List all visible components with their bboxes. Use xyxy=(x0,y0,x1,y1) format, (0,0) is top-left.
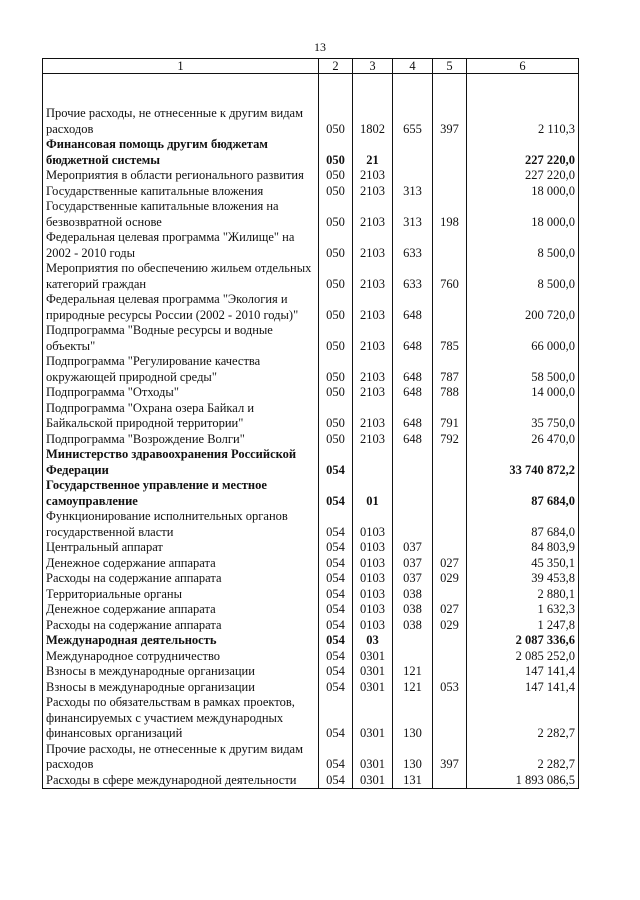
row-target-code: 037 xyxy=(393,556,433,572)
row-target-code: 633 xyxy=(393,261,433,292)
row-name: Прочие расходы, не отнесенные к другим видам расходов xyxy=(43,742,319,773)
row-amount: 8 500,0 xyxy=(467,261,579,292)
row-amount: 147 141,4 xyxy=(467,664,579,680)
column-header: 4 xyxy=(393,59,433,74)
row-amount: 87 684,0 xyxy=(467,509,579,540)
table-row xyxy=(43,556,579,572)
row-expense-type xyxy=(433,587,467,603)
row-name: Расходы по обязательствам в рамках проектов, финансируемых с участием международных финансовых организаций xyxy=(43,695,319,742)
row-section-code: 054 xyxy=(319,509,353,540)
row-expense-type: 029 xyxy=(433,571,467,587)
row-function-code xyxy=(353,447,393,478)
row-amount: 84 803,9 xyxy=(467,540,579,556)
row-function-code: 01 xyxy=(353,478,393,509)
column-header: 5 xyxy=(433,59,467,74)
row-name: Подпрограмма "Отходы" xyxy=(43,385,319,401)
row-expense-type: 029 xyxy=(433,618,467,634)
row-function-code: 0301 xyxy=(353,649,393,665)
row-name: Финансовая помощь другим бюджетам бюджетной системы xyxy=(43,137,319,168)
row-amount: 1 247,8 xyxy=(467,618,579,634)
row-expense-type xyxy=(433,540,467,556)
row-amount: 26 470,0 xyxy=(467,432,579,448)
row-target-code: 037 xyxy=(393,571,433,587)
table-row xyxy=(43,168,579,184)
row-amount: 33 740 872,2 xyxy=(467,447,579,478)
row-function-code: 2103 xyxy=(353,261,393,292)
table-row xyxy=(43,571,579,587)
row-section-code: 050 xyxy=(319,354,353,385)
row-expense-type: 792 xyxy=(433,432,467,448)
row-section-code: 050 xyxy=(319,323,353,354)
row-name: Мероприятия по обеспечению жильем отдельных категорий граждан xyxy=(43,261,319,292)
row-amount: 18 000,0 xyxy=(467,199,579,230)
table-row xyxy=(43,587,579,603)
row-section-code: 054 xyxy=(319,540,353,556)
row-target-code xyxy=(393,633,433,649)
row-section-code: 054 xyxy=(319,773,353,789)
row-section-code: 054 xyxy=(319,618,353,634)
row-section-code: 054 xyxy=(319,571,353,587)
table-row xyxy=(43,106,579,137)
row-section-code: 050 xyxy=(319,230,353,261)
row-target-code: 633 xyxy=(393,230,433,261)
row-function-code: 0103 xyxy=(353,587,393,603)
column-header: 2 xyxy=(319,59,353,74)
row-amount: 227 220,0 xyxy=(467,168,579,184)
row-function-code: 0301 xyxy=(353,664,393,680)
table-row xyxy=(43,695,579,742)
table-row xyxy=(43,602,579,618)
row-function-code: 21 xyxy=(353,137,393,168)
row-expense-type: 785 xyxy=(433,323,467,354)
row-section-code: 054 xyxy=(319,556,353,572)
row-name: Подпрограмма "Охрана озера Байкал и Байкальской природной территории" xyxy=(43,401,319,432)
row-function-code: 0103 xyxy=(353,509,393,540)
row-expense-type: 027 xyxy=(433,556,467,572)
row-name: Расходы в сфере международной деятельности xyxy=(43,773,319,789)
table-row xyxy=(43,230,579,261)
row-target-code: 130 xyxy=(393,695,433,742)
column-header: 6 xyxy=(467,59,579,74)
row-target-code: 131 xyxy=(393,773,433,789)
table-row xyxy=(43,680,579,696)
row-name: Государственные капитальные вложения xyxy=(43,184,319,200)
row-amount: 66 000,0 xyxy=(467,323,579,354)
row-expense-type: 053 xyxy=(433,680,467,696)
row-expense-type xyxy=(433,664,467,680)
row-function-code: 2103 xyxy=(353,354,393,385)
row-expense-type: 788 xyxy=(433,385,467,401)
row-target-code xyxy=(393,509,433,540)
row-section-code: 054 xyxy=(319,695,353,742)
row-amount: 2 087 336,6 xyxy=(467,633,579,649)
table-row xyxy=(43,354,579,385)
table-spacer-row xyxy=(43,74,579,107)
row-expense-type xyxy=(433,478,467,509)
table-row xyxy=(43,261,579,292)
row-name: Расходы на содержание аппарата xyxy=(43,618,319,634)
row-section-code: 050 xyxy=(319,106,353,137)
row-expense-type xyxy=(433,184,467,200)
table-row xyxy=(43,633,579,649)
row-name: Международная деятельность xyxy=(43,633,319,649)
row-expense-type: 397 xyxy=(433,742,467,773)
row-function-code: 0301 xyxy=(353,742,393,773)
row-target-code: 648 xyxy=(393,401,433,432)
row-amount: 39 453,8 xyxy=(467,571,579,587)
row-amount: 2 880,1 xyxy=(467,587,579,603)
row-function-code: 2103 xyxy=(353,230,393,261)
row-expense-type xyxy=(433,168,467,184)
row-expense-type xyxy=(433,633,467,649)
row-function-code: 2103 xyxy=(353,323,393,354)
table-row xyxy=(43,432,579,448)
row-target-code: 121 xyxy=(393,664,433,680)
column-header: 3 xyxy=(353,59,393,74)
row-expense-type xyxy=(433,649,467,665)
row-name: Подпрограмма "Возрождение Волги" xyxy=(43,432,319,448)
row-amount: 147 141,4 xyxy=(467,680,579,696)
table-row xyxy=(43,199,579,230)
row-name: Денежное содержание аппарата xyxy=(43,556,319,572)
row-section-code: 054 xyxy=(319,602,353,618)
row-section-code: 054 xyxy=(319,478,353,509)
row-expense-type: 787 xyxy=(433,354,467,385)
row-amount: 200 720,0 xyxy=(467,292,579,323)
row-section-code: 054 xyxy=(319,649,353,665)
row-expense-type xyxy=(433,695,467,742)
row-amount: 14 000,0 xyxy=(467,385,579,401)
row-expense-type: 027 xyxy=(433,602,467,618)
row-section-code: 050 xyxy=(319,261,353,292)
row-section-code: 050 xyxy=(319,137,353,168)
row-function-code: 0103 xyxy=(353,556,393,572)
row-section-code: 050 xyxy=(319,184,353,200)
row-amount: 8 500,0 xyxy=(467,230,579,261)
column-header: 1 xyxy=(43,59,319,74)
row-section-code: 054 xyxy=(319,742,353,773)
row-target-code: 038 xyxy=(393,602,433,618)
row-target-code: 313 xyxy=(393,199,433,230)
table-row xyxy=(43,773,579,789)
table-row xyxy=(43,664,579,680)
row-expense-type xyxy=(433,292,467,323)
row-section-code: 054 xyxy=(319,587,353,603)
row-function-code: 2103 xyxy=(353,385,393,401)
row-target-code: 648 xyxy=(393,354,433,385)
table-row xyxy=(43,649,579,665)
row-name: Международное сотрудничество xyxy=(43,649,319,665)
row-section-code: 054 xyxy=(319,664,353,680)
row-function-code: 2103 xyxy=(353,184,393,200)
row-function-code: 0301 xyxy=(353,773,393,789)
row-amount: 58 500,0 xyxy=(467,354,579,385)
row-section-code: 050 xyxy=(319,292,353,323)
row-target-code xyxy=(393,649,433,665)
row-amount: 18 000,0 xyxy=(467,184,579,200)
row-expense-type xyxy=(433,137,467,168)
row-amount: 227 220,0 xyxy=(467,137,579,168)
row-expense-type: 397 xyxy=(433,106,467,137)
row-function-code: 0301 xyxy=(353,680,393,696)
row-target-code: 121 xyxy=(393,680,433,696)
budget-table xyxy=(42,58,579,789)
row-function-code: 2103 xyxy=(353,292,393,323)
row-function-code: 1802 xyxy=(353,106,393,137)
table-row xyxy=(43,742,579,773)
table-row xyxy=(43,618,579,634)
row-amount: 45 350,1 xyxy=(467,556,579,572)
table-row xyxy=(43,478,579,509)
table-row xyxy=(43,540,579,556)
row-expense-type xyxy=(433,509,467,540)
row-section-code: 050 xyxy=(319,401,353,432)
row-expense-type: 760 xyxy=(433,261,467,292)
row-target-code xyxy=(393,168,433,184)
table-row xyxy=(43,509,579,540)
row-name: Денежное содержание аппарата xyxy=(43,602,319,618)
row-section-code: 054 xyxy=(319,447,353,478)
row-function-code: 2103 xyxy=(353,432,393,448)
row-amount: 1 632,3 xyxy=(467,602,579,618)
row-name: Функционирование исполнительных органов государственной власти xyxy=(43,509,319,540)
table-row xyxy=(43,292,579,323)
row-amount: 2 110,3 xyxy=(467,106,579,137)
row-name: Прочие расходы, не отнесенные к другим видам расходов xyxy=(43,106,319,137)
row-section-code: 054 xyxy=(319,680,353,696)
row-section-code: 050 xyxy=(319,199,353,230)
row-amount: 2 085 252,0 xyxy=(467,649,579,665)
row-section-code: 050 xyxy=(319,168,353,184)
row-section-code: 054 xyxy=(319,633,353,649)
row-target-code: 313 xyxy=(393,184,433,200)
row-amount: 2 282,7 xyxy=(467,742,579,773)
row-target-code: 648 xyxy=(393,432,433,448)
row-section-code: 050 xyxy=(319,385,353,401)
row-amount: 1 893 086,5 xyxy=(467,773,579,789)
row-expense-type xyxy=(433,773,467,789)
row-name: Государственные капитальные вложения на безвозвратной основе xyxy=(43,199,319,230)
row-target-code: 038 xyxy=(393,618,433,634)
row-expense-type: 198 xyxy=(433,199,467,230)
row-target-code: 130 xyxy=(393,742,433,773)
row-amount: 87 684,0 xyxy=(467,478,579,509)
column-header-row xyxy=(43,59,579,74)
row-amount: 2 282,7 xyxy=(467,695,579,742)
table-row xyxy=(43,137,579,168)
row-target-code: 648 xyxy=(393,323,433,354)
row-target-code xyxy=(393,447,433,478)
row-function-code: 0103 xyxy=(353,571,393,587)
row-target-code: 655 xyxy=(393,106,433,137)
row-function-code: 0103 xyxy=(353,618,393,634)
table-row xyxy=(43,184,579,200)
row-name: Подпрограмма "Регулирование качества окружающей природной среды" xyxy=(43,354,319,385)
row-name: Федеральная целевая программа "Жилище" на 2002 - 2010 годы xyxy=(43,230,319,261)
row-function-code: 2103 xyxy=(353,401,393,432)
row-function-code: 2103 xyxy=(353,168,393,184)
row-name: Взносы в международные организации xyxy=(43,664,319,680)
table-row xyxy=(43,323,579,354)
row-expense-type xyxy=(433,447,467,478)
row-function-code: 0103 xyxy=(353,602,393,618)
table-row xyxy=(43,385,579,401)
table-body xyxy=(43,74,579,789)
row-name: Территориальные органы xyxy=(43,587,319,603)
row-name: Государственное управление и местное самоуправление xyxy=(43,478,319,509)
row-function-code: 0301 xyxy=(353,695,393,742)
row-section-code: 050 xyxy=(319,432,353,448)
table-row xyxy=(43,447,579,478)
row-target-code xyxy=(393,137,433,168)
row-name: Подпрограмма "Водные ресурсы и водные объекты" xyxy=(43,323,319,354)
row-target-code xyxy=(393,478,433,509)
row-name: Расходы на содержание аппарата xyxy=(43,571,319,587)
row-name: Федеральная целевая программа "Экология и природные ресурсы России (2002 - 2010 годы)" xyxy=(43,292,319,323)
row-name: Центральный аппарат xyxy=(43,540,319,556)
row-target-code: 648 xyxy=(393,385,433,401)
row-function-code: 0103 xyxy=(353,540,393,556)
row-target-code: 038 xyxy=(393,587,433,603)
row-amount: 35 750,0 xyxy=(467,401,579,432)
row-function-code: 2103 xyxy=(353,199,393,230)
row-name: Взносы в международные организации xyxy=(43,680,319,696)
row-expense-type: 791 xyxy=(433,401,467,432)
row-name: Министерство здравоохранения Российской Федерации xyxy=(43,447,319,478)
row-function-code: 03 xyxy=(353,633,393,649)
row-name: Мероприятия в области регионального развития xyxy=(43,168,319,184)
page-number: 13 xyxy=(314,40,326,54)
row-target-code: 037 xyxy=(393,540,433,556)
row-target-code: 648 xyxy=(393,292,433,323)
row-expense-type xyxy=(433,230,467,261)
table-row xyxy=(43,401,579,432)
